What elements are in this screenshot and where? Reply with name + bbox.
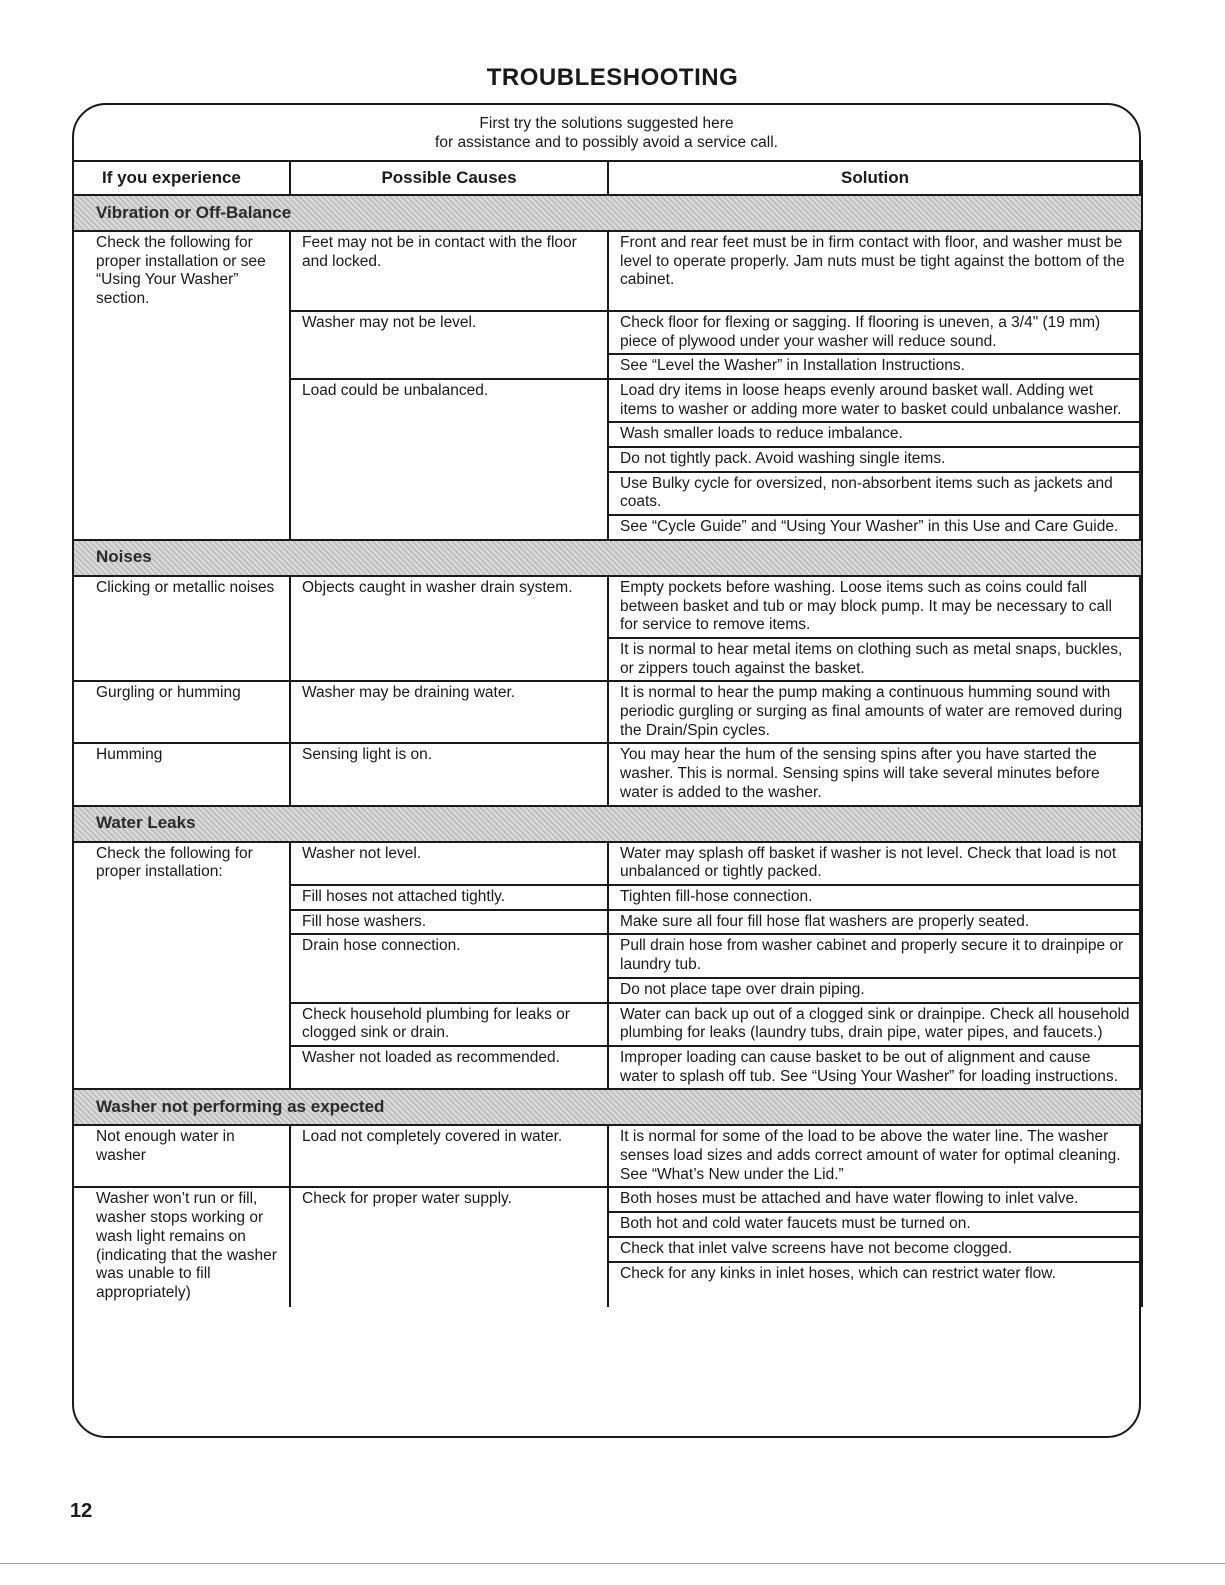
solution-cell: Empty pockets before washing. Loose items such as coins could fall between basket and tub or may block pump. It may be necessary to call for service to remove items.: [608, 576, 1142, 638]
section-washer-not-performing: Washer not performing as expected: [73, 1089, 1142, 1125]
intro-line-2: for assistance and to possibly avoid a service call.: [435, 134, 778, 151]
table-row: [73, 472, 1142, 515]
symptom-cell: Not enough water in washer: [73, 1125, 290, 1187]
cause-cell: Load could be unbalanced.: [290, 379, 608, 422]
solution-cell: Do not place tape over drain piping.: [608, 978, 1142, 1003]
table-row: [73, 681, 1142, 743]
cause-cell: Washer may not be level.: [290, 311, 608, 354]
solution-cell: Water can back up out of a clogged sink or drainpipe. Check all household plumbing for leaks (laundry tubs, drain pipe, water pipes, and faucets.): [608, 1003, 1142, 1046]
solution-cell: Check floor for flexing or sagging. If flooring is uneven, a 3/4" (19 mm) piece of plywood under your washer will reduce sound.: [608, 311, 1142, 354]
table-row: [73, 885, 1142, 910]
solution-cell: Both hot and cold water faucets must be turned on.: [608, 1212, 1142, 1237]
solution-cell: Pull drain hose from washer cabinet and properly secure it to drainpipe or laundry tub.: [608, 934, 1142, 977]
cause-cell: Fill hoses not attached tightly.: [290, 885, 608, 910]
solution-cell: Water may splash off basket if washer is not level. Check that load is not unbalanced or tightly packed.: [608, 842, 1142, 885]
cause-cell: Sensing light is on.: [290, 743, 608, 805]
symptom-cell: Clicking or metallic noises: [73, 576, 290, 638]
table-row: [73, 1125, 1142, 1187]
cause-cell: Check household plumbing for leaks or clogged sink or drain.: [290, 1003, 608, 1046]
table-row: [73, 638, 1142, 681]
solution-cell: Tighten fill-hose connection.: [608, 885, 1142, 910]
cause-cell: Washer may be draining water.: [290, 681, 608, 743]
table-row: [73, 311, 1142, 354]
table-row: [73, 231, 1142, 311]
solution-cell: You may hear the hum of the sensing spins after you have started the washer. This is normal. Sensing spins will take several minutes before water is added to the washer.: [608, 743, 1142, 805]
symptom-cell: Humming: [73, 743, 290, 805]
symptom-cell: Gurgling or humming: [73, 681, 290, 743]
solution-cell: Load dry items in loose heaps evenly around basket wall. Adding wet items to washer or adding more water to basket could unbalance washer.: [608, 379, 1142, 422]
section-noises: Noises: [73, 540, 1142, 576]
intro-line-1: First try the solutions suggested here: [479, 115, 734, 132]
table-row: [73, 910, 1142, 935]
solution-cell: Check for any kinks in inlet hoses, which can restrict water flow.: [608, 1262, 1142, 1307]
solution-cell: Improper loading can cause basket to be out of alignment and cause water to splash off tub. See “Using Your Washer” for loading instructions.: [608, 1046, 1142, 1089]
solution-cell: It is normal to hear metal items on clothing such as metal snaps, buckles, or zippers touch against the basket.: [608, 638, 1142, 681]
solution-cell: Use Bulky cycle for oversized, non-absorbent items such as jackets and coats.: [608, 472, 1142, 515]
bottom-divider: [0, 1563, 1225, 1564]
solution-cell: It is normal to hear the pump making a continuous humming sound with periodic gurgling or surging as final amounts of water are removed during the Drain/Spin cycles.: [608, 681, 1142, 743]
header-if-you-experience: If you experience: [73, 161, 290, 195]
solution-cell: See “Level the Washer” in Installation Instructions.: [608, 354, 1142, 379]
table-row: [73, 1046, 1142, 1089]
symptom-cell: Check the following for proper installation:: [73, 842, 290, 885]
table-row: [73, 576, 1142, 638]
table-row: [73, 1187, 1142, 1212]
table-row: [73, 978, 1142, 1003]
page-number: 12: [70, 1500, 93, 1522]
section-water-leaks: Water Leaks: [73, 806, 1142, 842]
solution-cell: It is normal for some of the load to be above the water line. The washer senses load sizes and adds correct amount of water for optimal cleaning. See “What’s New under the Lid.”: [608, 1125, 1142, 1187]
troubleshooting-table: [72, 160, 1143, 1307]
table-row: [73, 842, 1142, 885]
header-row: [73, 161, 1142, 195]
symptom-cell: Washer won’t run or fill, washer stops working or wash light remains on (indicating that the washer was unable to fill appropriately): [73, 1187, 290, 1306]
table-row: [73, 1003, 1142, 1046]
cause-cell: Washer not level.: [290, 842, 608, 885]
table-row: [73, 447, 1142, 472]
table-row: [73, 379, 1142, 422]
solution-cell: Wash smaller loads to reduce imbalance.: [608, 422, 1142, 447]
cause-cell: Check for proper water supply.: [290, 1187, 608, 1306]
section-vibration: Vibration or Off-Balance: [73, 195, 1142, 231]
table-row: [73, 515, 1142, 540]
header-possible-causes: Possible Causes: [290, 161, 608, 195]
header-solution: Solution: [608, 161, 1142, 195]
cause-cell: Load not completely covered in water.: [290, 1125, 608, 1187]
page-title: TROUBLESHOOTING: [486, 64, 739, 91]
intro-text: [72, 114, 1141, 152]
cause-cell: Drain hose connection.: [290, 934, 608, 977]
table-row: [73, 743, 1142, 805]
solution-cell: Front and rear feet must be in firm contact with floor, and washer must be level to operate properly. Jam nuts must be tight against the bottom of the cabinet.: [608, 231, 1142, 311]
table-row: [73, 422, 1142, 447]
cause-cell: Objects caught in washer drain system.: [290, 576, 608, 638]
solution-cell: Check that inlet valve screens have not become clogged.: [608, 1237, 1142, 1262]
table-row: [73, 354, 1142, 379]
solution-cell: See “Cycle Guide” and “Using Your Washer” in this Use and Care Guide.: [608, 515, 1142, 540]
solution-cell: Both hoses must be attached and have water flowing to inlet valve.: [608, 1187, 1142, 1212]
symptom-cell: Check the following for proper installation or see “Using Your Washer” section.: [73, 231, 290, 311]
table-row: [73, 934, 1142, 977]
solution-cell: Make sure all four fill hose flat washers are properly seated.: [608, 910, 1142, 935]
cause-cell: Washer not loaded as recommended.: [290, 1046, 608, 1089]
cause-cell: Fill hose washers.: [290, 910, 608, 935]
solution-cell: Do not tightly pack. Avoid washing single items.: [608, 447, 1142, 472]
cause-cell: Feet may not be in contact with the floor and locked.: [290, 231, 608, 311]
